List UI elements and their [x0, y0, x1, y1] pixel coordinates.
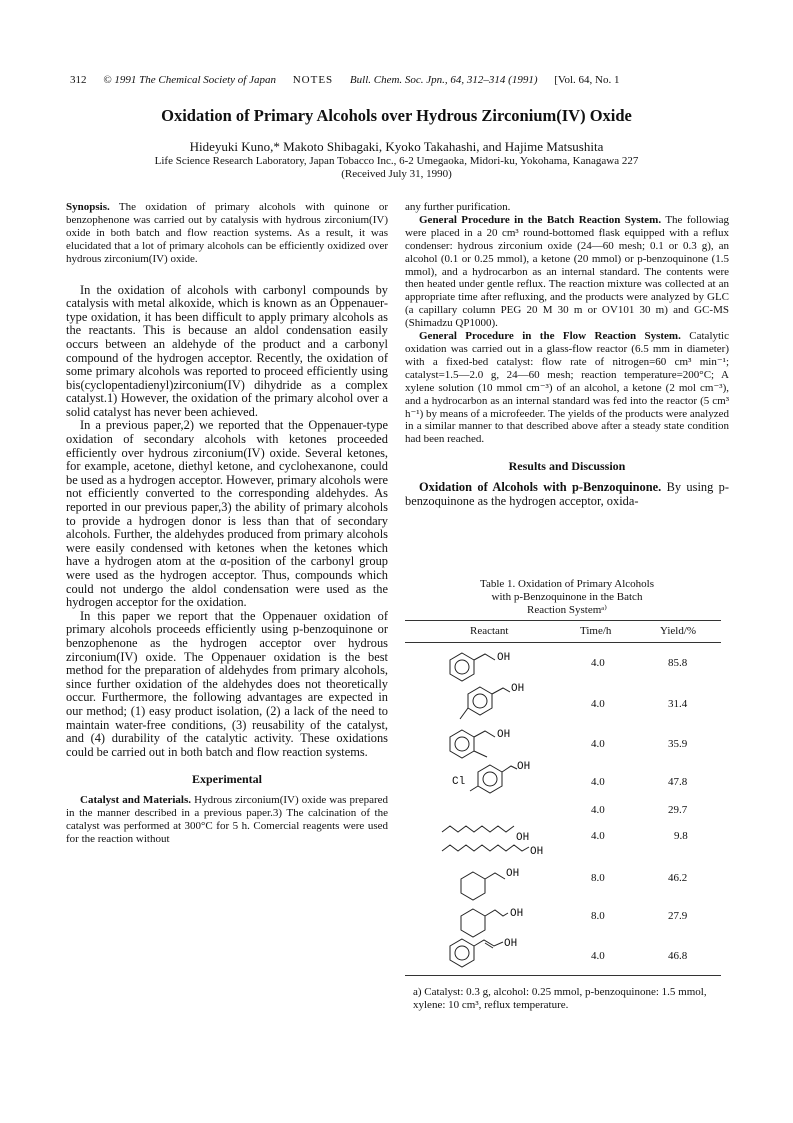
yield-cell: 27.9	[668, 910, 688, 922]
yield-cell: 35.9	[668, 738, 688, 750]
authors: Hideyuki Kuno,* Makoto Shibagaki, Kyoko Takahashi, and Hajime Matsushita	[189, 139, 604, 154]
table-header-rule	[405, 642, 721, 643]
structure-benzyl-alcohol	[450, 653, 495, 681]
table-caption	[405, 578, 729, 617]
right-column	[405, 201, 729, 508]
structure-cyclohexylethanol	[461, 872, 505, 900]
table-footnote: a) Catalyst: 0.3 g, alcohol: 0.25 mmol, p-benzoquinone: 1.5 mmol, xylene: 10 cm³, reflux temperature.	[413, 986, 707, 1011]
time-cell: 4.0	[591, 950, 605, 962]
col-header-time: Time/h	[580, 625, 612, 637]
yield-cell: 46.2	[668, 872, 688, 884]
flow-text: Catalytic oxidation was carried out in a glass-flow reactor (6.5 mm in diameter) with a fixed-bed catalyst: flow rate of nitrogen=60 cm³ min⁻¹; catalyst=1.5—2.0 g, 24—60 mesh; reaction temperature=200°C; A xylene solution (10 mmol cm⁻³) of an alcohol, a ketone (2 mol cm⁻³), and a hydrocarbon as an internal standard was fed into the reactor (5 cm³ h⁻¹) by means of a microfeeder. The yields of the products were analyzed in a similar manner to that described above after a steady state condition had been reached.	[405, 330, 729, 446]
col-header-yield: Yield/%	[660, 625, 697, 637]
results-heading: Results and Discussion	[508, 459, 626, 474]
flow-paragraph	[405, 330, 729, 446]
table-bottom-rule	[405, 975, 721, 976]
structure-methylbenzyl-alcohol	[460, 687, 510, 719]
synopsis-label: Synopsis.	[66, 201, 110, 213]
time-cell: 4.0	[591, 698, 605, 710]
yield-cell: 31.4	[668, 698, 688, 710]
affiliation-block	[0, 155, 793, 181]
oh-label-4: OH	[517, 761, 531, 773]
catalyst-label: Catalyst and Materials.	[80, 794, 192, 807]
copyright: © 1991 The Chemical Society of Japan	[103, 74, 276, 86]
oh-label-3: OH	[497, 729, 511, 741]
time-cell: 4.0	[591, 738, 605, 750]
oh-label-2: OH	[511, 683, 525, 695]
results-text: By using p-benzoquinone as the hydrogen acceptor, oxida-	[405, 480, 729, 508]
structure-cyclohexylpropanol	[461, 909, 508, 937]
time-cell: 4.0	[591, 657, 605, 669]
oh-label-1: OH	[497, 652, 511, 664]
running-header	[70, 74, 730, 86]
flow-label: General Procedure in the Flow Reaction System.	[419, 330, 681, 343]
experimental-heading: Experimental	[192, 772, 262, 787]
intro-paragraph-3: In this paper we report that the Oppenauer oxidation of primary alcohols proceeds efficiently using p-benzoquinone or benzophenone as the hydrogen acceptor over hydrous zirconium(IV) oxide. The Oppenauer oxidation is the best method for the preparation of aldehydes from primary alcohols, since further oxidation of the aldehydes does not theoretically occur. Furthermore, the following advantages are expected in our method; (1) easy product isolation, (2) a lack of the need to maintain water-free conditions, (3) reusability of the catalyst, and (4) durability of the catalytic activity. These oxidations could be carried out in both batch and flow reaction systems.	[66, 608, 388, 759]
journal-citation: Bull. Chem. Soc. Jpn., 64, 312–314 (1991)	[349, 74, 538, 86]
structure-octanol-chain	[442, 826, 514, 832]
oh-label-8: OH	[510, 908, 524, 920]
volume-label: [Vol. 64, No. 1	[554, 74, 620, 86]
time-cell: 4.0	[591, 830, 605, 842]
table-caption-line-2: with p-Benzoquinone in the Batch	[491, 591, 643, 603]
time-cell: 8.0	[591, 910, 605, 922]
yield-cell: 29.7	[668, 804, 688, 816]
oh-label-6: OH	[530, 846, 544, 858]
structure-cinnamyl-alcohol	[450, 939, 503, 967]
results-label: Oxidation of Alcohols with p-Benzoquinone.	[419, 480, 662, 495]
batch-paragraph	[405, 214, 729, 330]
structure-decanol-chain	[442, 845, 529, 851]
yield-cell: 46.8	[668, 950, 688, 962]
affiliation: Life Science Research Laboratory, Japan Tobacco Inc., 6-2 Umegaoka, Midori-ku, Yokohama, Kanagawa 227	[154, 155, 639, 167]
results-paragraph	[405, 481, 729, 508]
intro-paragraph-1: In the oxidation of alcohols with carbonyl compounds by catalysis with metal alkoxide, which is known as an Oppenauer-type oxidation, it has been difficult to apply primary alcohols as the reactants. This is because an aldol condensation easily occurs between an aldehyde of the product and a carbonyl compound of the hydrogen acceptor. Recently, the oxidation of some primary alcohols was reported to proceed efficiently using bis(cyclopentadienyl)zirconium(IV) dihydride as a complex catalyst.1) However, the oxidation of the primary alcohol over a solid catalyst has never been achieved.	[66, 282, 388, 419]
yield-cell: 47.8	[668, 776, 688, 788]
oh-label-9: OH	[504, 938, 518, 950]
section-label: NOTES	[292, 74, 334, 86]
time-cell: 4.0	[591, 804, 605, 816]
table-top-rule	[405, 620, 721, 621]
page-number: 312	[70, 74, 87, 86]
structure-chlorobenzyl-alcohol	[470, 765, 517, 793]
batch-text: The followiag were placed in a 20 cm³ round-bottomed flask equipped with a reflux condenser: hydrous zirconium oxide (24—60 mesh; 0.1 or 0.3 g), an alcohol (0.1 or 0.25 mmol), a ketone (20 mmol) or p-benzoquinone (1.5 mmol), and a hydrocarbon as an internal standard. The contents were then heated under gentle reflux. The reaction mixture was collected at an appropriate time after refluxing, and the products were analyzed by GLC (a capillary column PEG 20 M 30 m or OV101 30 m) and GC-MS (Shimadzu QP1000).	[405, 213, 729, 330]
cl-label: Cl	[452, 776, 466, 788]
batch-label: General Procedure in the Batch Reaction System.	[419, 213, 662, 226]
oh-label-7: OH	[506, 868, 520, 880]
time-cell: 4.0	[591, 776, 605, 788]
table-structures	[405, 645, 585, 975]
received-date: (Received July 31, 1990)	[341, 168, 452, 180]
yield-cell: 85.8	[668, 657, 688, 669]
time-cell: 8.0	[591, 872, 605, 884]
table-caption-line-1: Table 1. Oxidation of Primary Alcohols	[480, 578, 654, 590]
yield-cell: 9.8	[674, 830, 688, 842]
synopsis	[66, 201, 388, 266]
col-header-reactant: Reactant	[470, 625, 509, 637]
catalyst-text: Hydrous zirconium(IV) oxide was prepared in the manner described in a previous paper.3) The calcination of the catalyst was performed at 300°C for 5 h. Comercial reagents were used for the reaction without	[66, 794, 388, 845]
synopsis-text: The oxidation of primary alcohols with quinone or benzophenone was carried out by catalysis with hydrous zirconium(IV) oxide in both batch and flow reaction systems. As a result, it was elucidated that a lot of primary alcohols can be efficiently oxidized over hydrous zirconium(IV) oxide.	[66, 201, 388, 265]
paper-title: Oxidation of Primary Alcohols over Hydrous Zirconium(IV) Oxide	[161, 106, 632, 125]
oh-label-5: OH	[516, 832, 530, 844]
catalyst-paragraph	[66, 794, 388, 846]
structure-ortho-methylbenzyl-alcohol	[450, 730, 495, 758]
intro-paragraph-2: In a previous paper,2) we reported that the Oppenauer-type oxidation of secondary alcohols with ketones proceeded efficiently over hydrous zirconium(IV) oxide. Several ketones, for example, acetone, diethyl ketone, and cyclohexanone, could be used as a hydrogen acceptor. However, primary alcohols were not efficiently converted to the corresponding aldehydes. As reported in our previous paper,3) the ability of primary alcohols to provide a hydrogen donor is less than that of secondary alcohols. Further, the aldehydes produced from primary alcohols were easily condensed with ketones when the ketones which have a hydrogen atom at the α-position of the carbonyl group were used as the hydrogen acceptor. Thus, compounds which could not undergo the aldol condensation were used as the hydrogen acceptor for the oxidation.	[66, 418, 388, 610]
left-column	[66, 201, 388, 846]
table-caption-line-3: Reaction Systemᵃ⁾	[527, 604, 607, 616]
continued-text: any further purification.	[405, 201, 511, 213]
